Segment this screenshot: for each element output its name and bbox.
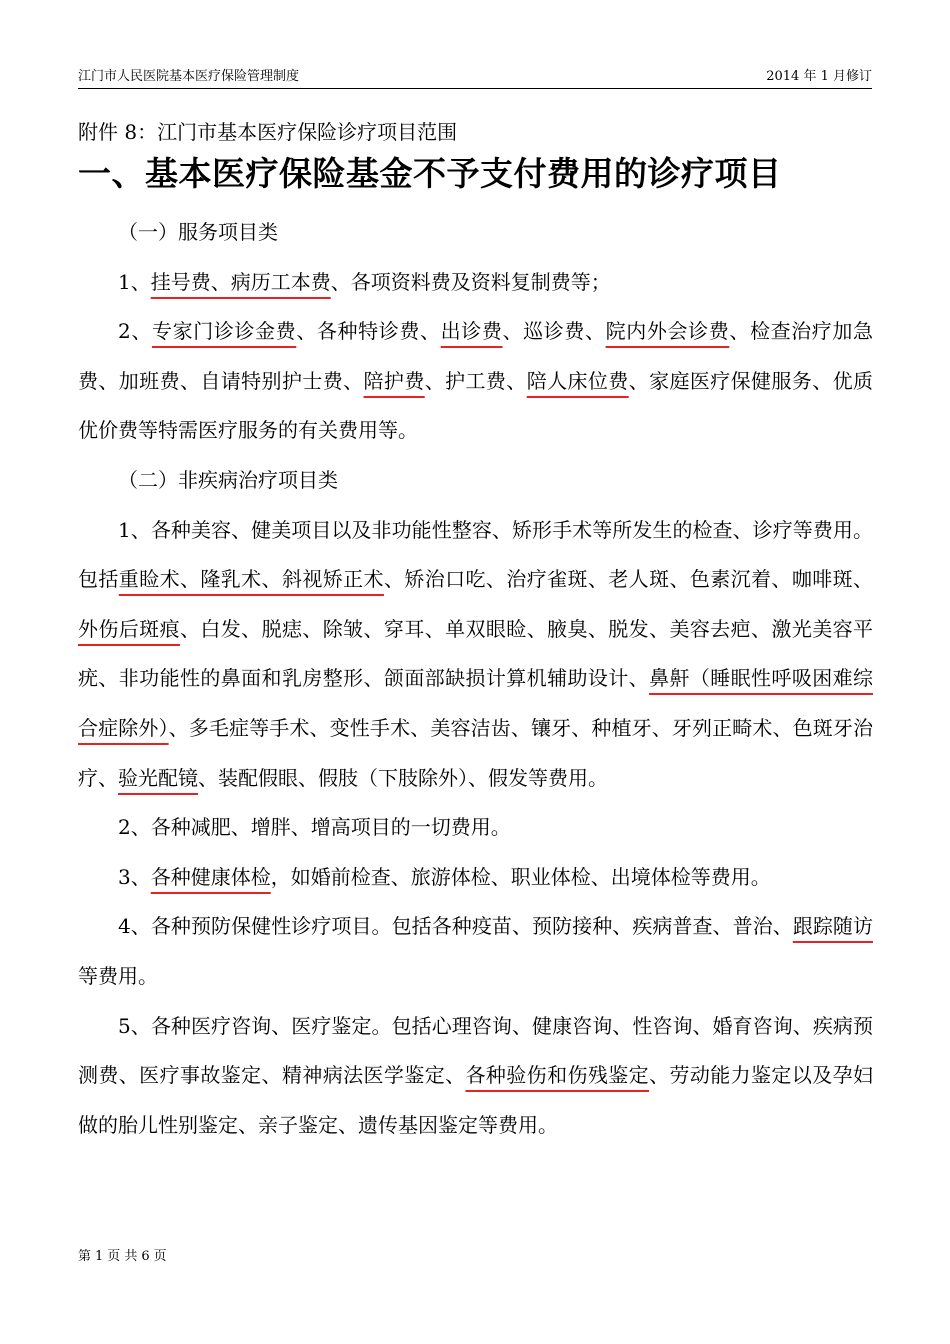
text-run: 、各项资料费及资料复制费等； <box>330 269 611 294</box>
page-header <box>78 68 872 89</box>
text-run: 1、各种美容、健美项目以及非功能性整容、矫形手术等所发生的检查、诊疗等费用。包括 <box>78 517 873 592</box>
paragraph-service-2 <box>78 307 873 456</box>
text-run: 、装配假眼、假肢（下肢除外）、假发等费用。 <box>198 765 608 790</box>
text-run: 、多毛症等手术、变性手术、美容洁齿、镶牙、种植牙、牙列正畸术、色斑牙治疗、 <box>78 715 874 790</box>
page-footer <box>78 1248 171 1266</box>
text-run: 1、 <box>118 269 151 294</box>
text-run: 、各种特诊费、 <box>296 319 441 344</box>
footer-total-number: 6 <box>141 1249 150 1264</box>
underlined-text: 陪人床位费 <box>526 368 629 393</box>
underlined-text: 各种健康体检 <box>150 864 271 889</box>
underlined-text: 重睑术、隆乳术、斜视矫正术 <box>118 567 384 592</box>
text-run: 、检查治疗加急费、加班费、自请特别护士费、 <box>78 319 874 393</box>
paragraph-non-disease-3 <box>78 853 873 903</box>
underlined-text: 跟踪随访 <box>792 914 873 939</box>
footer-total-label: 共 <box>124 1249 138 1264</box>
footer-page-number: 1 <box>95 1249 104 1264</box>
text-run: 等费用。 <box>78 963 158 988</box>
underlined-text: 挂号费、病历工本费 <box>150 269 331 294</box>
paragraph-non-disease-2: 2、各种减肥、增胖、增高项目的一切费用。 <box>118 815 511 840</box>
underlined-text: 验光配镜 <box>118 765 198 790</box>
underlined-text: 专家门诊诊金费 <box>151 319 297 344</box>
section-heading-service: （一）服务项目类 <box>118 220 278 244</box>
document-body <box>78 208 873 1150</box>
underlined-text: 院内外会诊费 <box>605 319 730 344</box>
underlined-text: 鼻鼾（睡眠性呼吸困难综合症除外） <box>78 666 874 740</box>
text-run: 2、 <box>118 319 152 344</box>
underlined-text: 外伤后斑痕 <box>78 616 180 641</box>
header-revision-date: 2014 年 1 月修订 <box>766 69 872 84</box>
header-doc-title: 江门市人民医院基本医疗保险管理制度 <box>78 69 300 84</box>
footer-page-label: 第 <box>78 1249 92 1264</box>
text-run: ，如婚前检查、旅游体检、职业体检、出境体检等费用。 <box>270 864 771 889</box>
paragraph-non-disease-4 <box>78 902 873 1001</box>
text-run: 、家庭医疗保健服务、优质优价费等特需医疗服务的有关费用等。 <box>78 368 874 443</box>
footer-page-unit: 页 <box>107 1249 121 1264</box>
text-run: 4、各种预防保健性诊疗项目。包括各种疫苗、预防接种、疾病普查、普治、 <box>118 914 793 939</box>
main-title: 一、基本医疗保险基金不予支付费用的诊疗项目 <box>78 154 782 193</box>
attachment-title: 附件 8：江门市基本医疗保险诊疗项目范围 <box>78 120 458 144</box>
paragraph-non-disease-1 <box>78 506 873 804</box>
text-run: 、矫治口吃、治疗雀斑、老人斑、色素沉着、咖啡斑、 <box>383 567 874 592</box>
text-run: 、护工费、 <box>424 368 527 393</box>
paragraph-service-1 <box>78 258 873 308</box>
text-run: 、巡诊费、 <box>502 319 606 344</box>
underlined-text: 陪护费 <box>363 368 425 393</box>
underlined-text: 各种验伤和伤残鉴定 <box>465 1063 650 1088</box>
underlined-text: 出诊费 <box>440 319 503 344</box>
footer-total-unit: 页 <box>153 1249 167 1264</box>
section-heading-non-disease: （二）非疾病治疗项目类 <box>118 467 338 492</box>
paragraph-non-disease-5 <box>78 1002 873 1151</box>
text-run: 、劳动能力鉴定以及孕妇做的胎儿性别鉴定、亲子鉴定、遗传基因鉴定等费用。 <box>78 1063 874 1137</box>
text-run: 、白发、脱痣、除皱、穿耳、单双眼睑、腋臭、脱发、美容去疤、激光美容平疣、非功能性的鼻面和乳房整形、颌面部缺损计算机辅助设计、 <box>78 616 874 691</box>
text-run: 3、 <box>118 864 151 889</box>
text-run: 5、各种医疗咨询、医疗鉴定。包括心理咨询、健康咨询、性咨询、婚育咨询、疾病预测费、医疗事故鉴定、精神病法医学鉴定、 <box>78 1013 873 1088</box>
